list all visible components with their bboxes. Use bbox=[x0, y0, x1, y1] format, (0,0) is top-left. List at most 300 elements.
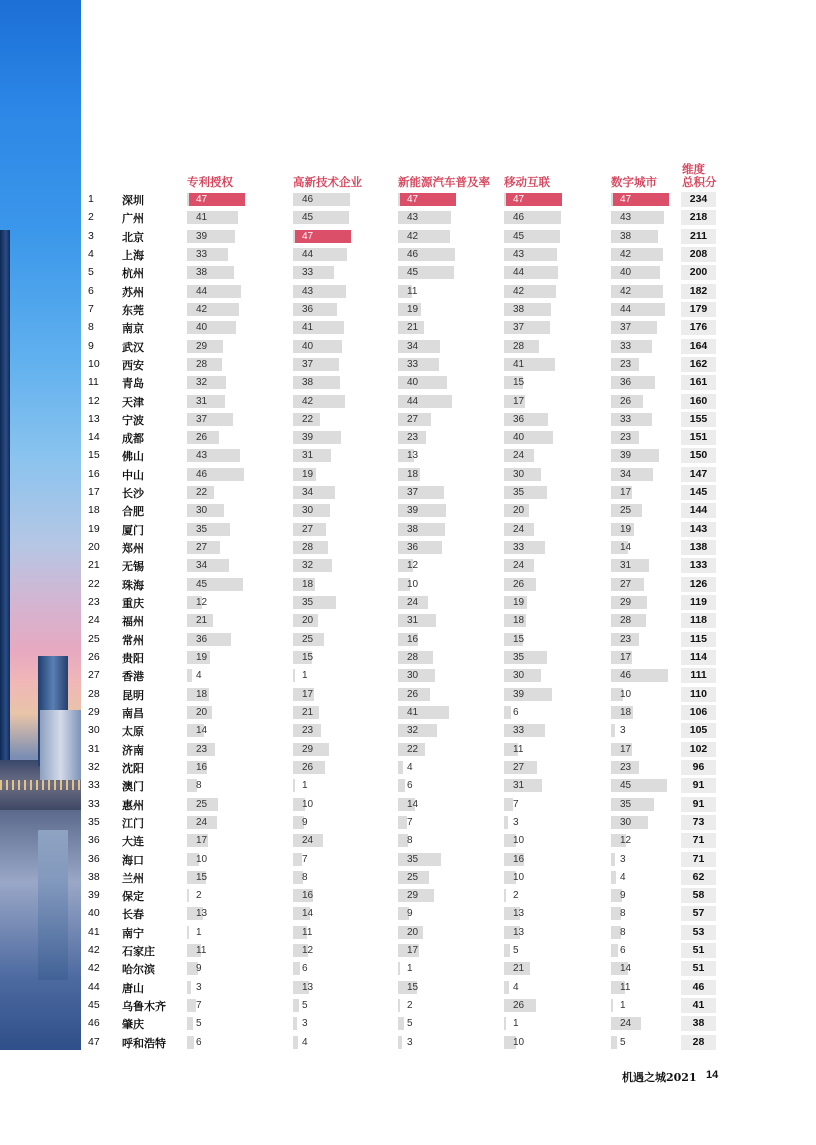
city-name: 武汉 bbox=[122, 340, 144, 354]
total-score: 62 bbox=[692, 870, 705, 883]
rank-number: 21 bbox=[88, 559, 100, 572]
score-cell-patent bbox=[187, 831, 251, 849]
score-cell-digital bbox=[611, 666, 675, 684]
total-score: 208 bbox=[689, 247, 708, 260]
score-value: 23 bbox=[407, 432, 419, 444]
bar-baseline bbox=[293, 999, 295, 1012]
rank-number: 26 bbox=[88, 651, 100, 663]
bar-baseline bbox=[611, 999, 613, 1012]
score-cell-hightech bbox=[293, 1033, 357, 1051]
table-row bbox=[0, 703, 816, 721]
score-value: 43 bbox=[620, 212, 632, 224]
score-bar bbox=[293, 266, 334, 279]
bar-baseline bbox=[187, 523, 189, 536]
score-value: 28 bbox=[407, 652, 419, 663]
bar-baseline bbox=[293, 889, 295, 902]
bar-baseline bbox=[293, 596, 295, 609]
bar-baseline bbox=[398, 688, 400, 701]
score-value: 35 bbox=[407, 853, 419, 865]
score-value: 1 bbox=[620, 1000, 626, 1012]
city-name: 海口 bbox=[122, 853, 144, 867]
score-cell-digital bbox=[611, 850, 675, 868]
score-value: 43 bbox=[513, 248, 525, 260]
score-value: 3 bbox=[407, 1036, 413, 1048]
score-cell-nev bbox=[398, 721, 462, 739]
score-value: 1 bbox=[302, 780, 308, 792]
score-value: 40 bbox=[407, 377, 419, 389]
score-bar bbox=[293, 358, 339, 371]
score-value: 45 bbox=[513, 230, 525, 242]
score-value: 17 bbox=[620, 487, 632, 499]
total-score: 115 bbox=[690, 632, 707, 645]
bar-baseline bbox=[611, 743, 613, 756]
score-value: 35 bbox=[196, 523, 208, 535]
city-name: 天津 bbox=[122, 395, 144, 409]
total-score: 71 bbox=[692, 852, 705, 865]
score-cell-mobile bbox=[504, 923, 568, 941]
bar-baseline bbox=[293, 431, 295, 444]
bar-baseline bbox=[187, 981, 189, 994]
score-cell-nev bbox=[398, 904, 462, 922]
bar-baseline bbox=[611, 834, 613, 847]
score-value: 23 bbox=[620, 358, 632, 370]
bar-baseline bbox=[398, 779, 400, 792]
bar-baseline bbox=[611, 230, 613, 243]
score-cell-mobile bbox=[504, 795, 568, 813]
score-value: 30 bbox=[513, 670, 525, 682]
score-cell-nev bbox=[398, 740, 462, 758]
score-cell-digital bbox=[611, 300, 675, 318]
table-row bbox=[0, 758, 816, 776]
score-value: 17 bbox=[620, 743, 632, 755]
score-cell-digital bbox=[611, 721, 675, 739]
rank-number: 9 bbox=[88, 339, 94, 352]
score-value: 40 bbox=[196, 322, 208, 334]
score-cell-patent bbox=[187, 850, 251, 868]
score-cell-hightech bbox=[293, 959, 357, 977]
score-value: 44 bbox=[302, 248, 314, 260]
city-name: 唐山 bbox=[122, 981, 144, 995]
bar-baseline bbox=[504, 523, 506, 536]
bar-baseline bbox=[611, 541, 613, 554]
score-value: 13 bbox=[407, 450, 419, 462]
total-score: 176 bbox=[689, 321, 708, 334]
score-value: 21 bbox=[407, 322, 419, 334]
bar-baseline bbox=[398, 358, 400, 371]
city-name: 苏州 bbox=[122, 285, 144, 299]
score-cell-patent bbox=[187, 520, 251, 538]
score-cell-digital bbox=[611, 190, 675, 208]
score-cell-hightech bbox=[293, 721, 357, 739]
total-score: 143 bbox=[689, 522, 708, 535]
score-value: 45 bbox=[620, 780, 632, 792]
bar-baseline bbox=[611, 578, 613, 591]
score-cell-hightech bbox=[293, 410, 357, 428]
score-cell-patent bbox=[187, 776, 251, 794]
score-cell-digital bbox=[611, 263, 675, 281]
score-cell-patent bbox=[187, 428, 251, 446]
bar-baseline bbox=[293, 761, 295, 774]
bar-baseline bbox=[293, 907, 295, 920]
score-cell-nev bbox=[398, 850, 462, 868]
score-cell-nev bbox=[398, 483, 462, 501]
score-value: 42 bbox=[513, 285, 525, 297]
score-value: 1 bbox=[513, 1018, 519, 1030]
score-value: 37 bbox=[513, 322, 525, 334]
bar-baseline bbox=[187, 193, 189, 206]
bar-baseline bbox=[504, 559, 506, 572]
rank-number: 28 bbox=[88, 687, 100, 700]
bar-baseline bbox=[293, 779, 295, 792]
score-cell-mobile bbox=[504, 611, 568, 629]
score-value: 46 bbox=[620, 670, 632, 682]
bar-baseline bbox=[293, 211, 295, 224]
score-value: 27 bbox=[302, 523, 314, 535]
score-cell-nev bbox=[398, 227, 462, 245]
score-bar bbox=[398, 853, 441, 866]
bar-baseline bbox=[293, 285, 295, 298]
score-bar bbox=[398, 358, 439, 371]
bar-baseline bbox=[611, 504, 613, 517]
bar-baseline bbox=[398, 230, 400, 243]
score-bar bbox=[293, 596, 336, 609]
score-value: 14 bbox=[302, 908, 314, 920]
bar-baseline bbox=[504, 633, 506, 646]
score-value: 29 bbox=[407, 890, 419, 902]
total-score: 150 bbox=[689, 449, 708, 462]
score-cell-digital bbox=[611, 446, 675, 464]
score-value: 3 bbox=[620, 853, 626, 865]
bar-baseline bbox=[293, 724, 295, 737]
score-cell-hightech bbox=[293, 446, 357, 464]
bar-baseline bbox=[398, 541, 400, 554]
score-value: 31 bbox=[513, 780, 525, 792]
score-bar bbox=[611, 468, 653, 481]
rank-number: 22 bbox=[88, 577, 100, 590]
score-value: 32 bbox=[196, 377, 208, 389]
bar-baseline bbox=[187, 633, 189, 646]
rank-number: 31 bbox=[88, 742, 100, 755]
score-value: 34 bbox=[196, 560, 208, 572]
score-value: 42 bbox=[620, 285, 632, 297]
bar-baseline bbox=[398, 981, 400, 994]
score-cell-mobile bbox=[504, 1014, 568, 1032]
total-score: 111 bbox=[690, 669, 707, 682]
rank-number: 36 bbox=[88, 834, 100, 847]
score-cell-patent bbox=[187, 666, 251, 684]
total-score: 155 bbox=[689, 412, 708, 425]
score-cell-nev bbox=[398, 465, 462, 483]
bar-baseline bbox=[398, 743, 400, 756]
bar-baseline bbox=[504, 724, 506, 737]
score-cell-mobile bbox=[504, 648, 568, 666]
bar-baseline bbox=[187, 853, 189, 866]
score-cell-patent bbox=[187, 904, 251, 922]
bar-baseline bbox=[187, 504, 189, 517]
score-value: 13 bbox=[513, 908, 525, 920]
table-row bbox=[0, 776, 816, 794]
score-cell-nev bbox=[398, 868, 462, 886]
score-cell-digital bbox=[611, 355, 675, 373]
score-value: 43 bbox=[196, 450, 208, 462]
bar-baseline bbox=[293, 193, 295, 206]
bar-baseline bbox=[187, 321, 189, 334]
total-score: 91 bbox=[692, 779, 705, 792]
rank-number: 39 bbox=[88, 889, 100, 902]
bar-baseline bbox=[293, 706, 295, 719]
score-bar bbox=[187, 248, 228, 261]
score-value: 47 bbox=[196, 194, 208, 205]
score-value: 34 bbox=[302, 487, 314, 499]
score-value: 7 bbox=[513, 798, 519, 810]
score-value: 45 bbox=[302, 212, 314, 224]
total-score: 38 bbox=[692, 1017, 705, 1030]
score-value: 9 bbox=[196, 963, 202, 975]
score-value: 18 bbox=[407, 468, 419, 480]
score-bar bbox=[504, 285, 556, 298]
bar-baseline bbox=[293, 395, 295, 408]
score-value: 9 bbox=[620, 890, 626, 902]
score-cell-nev bbox=[398, 776, 462, 794]
city-name: 乌鲁木齐 bbox=[122, 1000, 166, 1014]
score-cell-digital bbox=[611, 501, 675, 519]
score-bar bbox=[187, 230, 235, 243]
score-value: 12 bbox=[407, 560, 419, 572]
score-value: 17 bbox=[196, 835, 208, 847]
score-cell-mobile bbox=[504, 850, 568, 868]
score-bar bbox=[398, 523, 445, 536]
bar-baseline bbox=[187, 871, 189, 884]
score-cell-hightech bbox=[293, 648, 357, 666]
score-bar bbox=[398, 706, 449, 719]
score-value: 8 bbox=[407, 835, 413, 847]
score-cell-nev bbox=[398, 831, 462, 849]
score-value: 47 bbox=[620, 194, 632, 205]
rank-number: 45 bbox=[88, 999, 100, 1012]
score-bar bbox=[504, 688, 552, 701]
bar-baseline bbox=[187, 468, 189, 481]
score-value: 26 bbox=[196, 432, 208, 444]
score-bar bbox=[398, 486, 444, 499]
table-row bbox=[0, 538, 816, 556]
bar-baseline bbox=[611, 358, 613, 371]
score-bar bbox=[293, 340, 342, 353]
score-cell-hightech bbox=[293, 245, 357, 263]
city-name: 保定 bbox=[122, 890, 144, 904]
score-cell-patent bbox=[187, 630, 251, 648]
bar-baseline bbox=[611, 798, 613, 811]
score-cell-mobile bbox=[504, 428, 568, 446]
bar-baseline bbox=[293, 816, 295, 829]
bar-baseline bbox=[398, 193, 400, 206]
bar-baseline bbox=[611, 889, 613, 902]
score-value: 12 bbox=[196, 597, 208, 609]
bar-baseline bbox=[187, 651, 189, 664]
table-row bbox=[0, 996, 816, 1014]
bar-baseline bbox=[293, 559, 295, 572]
city-name: 南宁 bbox=[122, 926, 144, 940]
score-value: 18 bbox=[196, 688, 208, 700]
score-bar bbox=[504, 413, 548, 426]
score-cell-digital bbox=[611, 996, 675, 1014]
bar-baseline bbox=[398, 999, 400, 1012]
score-value: 42 bbox=[620, 248, 632, 260]
city-name: 昆明 bbox=[122, 688, 144, 702]
bar-baseline bbox=[611, 779, 613, 792]
score-cell-mobile bbox=[504, 831, 568, 849]
score-cell-hightech bbox=[293, 703, 357, 721]
score-cell-nev bbox=[398, 795, 462, 813]
score-cell-digital bbox=[611, 978, 675, 996]
score-value: 21 bbox=[302, 706, 314, 718]
bar-baseline bbox=[611, 248, 613, 261]
bar-baseline bbox=[187, 743, 189, 756]
city-name: 长春 bbox=[122, 908, 144, 922]
bar-baseline bbox=[611, 211, 613, 224]
bar-baseline bbox=[293, 614, 295, 627]
score-value: 20 bbox=[513, 505, 525, 517]
bar-baseline bbox=[504, 743, 506, 756]
score-cell-mobile bbox=[504, 740, 568, 758]
score-bar bbox=[504, 541, 545, 554]
bar-baseline bbox=[504, 962, 506, 975]
bar-baseline bbox=[398, 871, 400, 884]
bar-baseline bbox=[187, 211, 189, 224]
score-cell-digital bbox=[611, 941, 675, 959]
score-value: 24 bbox=[513, 450, 525, 462]
score-bar bbox=[504, 431, 553, 444]
score-value: 5 bbox=[302, 1000, 308, 1012]
bar-baseline bbox=[187, 926, 189, 939]
score-value: 32 bbox=[302, 560, 314, 572]
score-value: 33 bbox=[620, 413, 632, 425]
score-cell-mobile bbox=[504, 978, 568, 996]
score-bar bbox=[293, 486, 335, 499]
score-value: 37 bbox=[407, 487, 419, 499]
score-value: 26 bbox=[620, 395, 632, 407]
bar-baseline bbox=[187, 1017, 189, 1030]
score-value: 24 bbox=[620, 1018, 632, 1030]
table-row bbox=[0, 355, 816, 373]
bar-baseline bbox=[187, 834, 189, 847]
score-value: 6 bbox=[196, 1036, 202, 1048]
bar-baseline bbox=[187, 944, 189, 957]
score-bar bbox=[398, 376, 447, 389]
score-value: 7 bbox=[407, 816, 413, 828]
score-value: 3 bbox=[302, 1018, 308, 1030]
score-bar bbox=[187, 413, 233, 426]
score-value: 47 bbox=[407, 194, 419, 205]
bar-baseline bbox=[504, 669, 506, 682]
bar-baseline bbox=[187, 395, 189, 408]
score-value: 7 bbox=[196, 1000, 202, 1012]
bar-baseline bbox=[187, 724, 189, 737]
bar-baseline bbox=[187, 779, 189, 792]
total-score: 182 bbox=[689, 284, 708, 297]
bar-baseline bbox=[504, 285, 506, 298]
bar-baseline bbox=[398, 340, 400, 353]
score-cell-nev bbox=[398, 520, 462, 538]
score-bar bbox=[611, 266, 660, 279]
score-value: 13 bbox=[196, 908, 208, 920]
rank-number: 25 bbox=[88, 632, 100, 645]
score-cell-patent bbox=[187, 795, 251, 813]
score-value: 4 bbox=[302, 1036, 308, 1048]
score-cell-hightech bbox=[293, 593, 357, 611]
bar-baseline bbox=[504, 413, 506, 426]
score-value: 24 bbox=[407, 597, 419, 609]
table-row bbox=[0, 630, 816, 648]
score-value: 1 bbox=[302, 670, 308, 682]
city-name: 常州 bbox=[122, 633, 144, 647]
bar-baseline bbox=[293, 798, 295, 811]
total-score: 46 bbox=[692, 980, 705, 993]
score-cell-digital bbox=[611, 373, 675, 391]
score-cell-patent bbox=[187, 190, 251, 208]
score-cell-patent bbox=[187, 373, 251, 391]
bar-baseline bbox=[187, 761, 189, 774]
bar-baseline bbox=[187, 999, 189, 1012]
score-cell-digital bbox=[611, 465, 675, 483]
score-cell-hightech bbox=[293, 813, 357, 831]
score-value: 29 bbox=[302, 743, 314, 755]
score-value: 24 bbox=[302, 835, 314, 847]
score-cell-mobile bbox=[504, 465, 568, 483]
score-value: 3 bbox=[513, 816, 519, 828]
bar-baseline bbox=[611, 449, 613, 462]
rank-number: 18 bbox=[88, 504, 100, 517]
score-cell-patent bbox=[187, 575, 251, 593]
score-value: 10 bbox=[302, 798, 314, 810]
score-value: 11 bbox=[620, 981, 631, 993]
score-value: 29 bbox=[620, 597, 632, 609]
score-value: 37 bbox=[620, 322, 632, 334]
bar-baseline bbox=[187, 798, 189, 811]
city-name: 石家庄 bbox=[122, 945, 155, 959]
score-value: 16 bbox=[407, 633, 419, 645]
score-cell-digital bbox=[611, 648, 675, 666]
score-value: 33 bbox=[513, 725, 525, 737]
score-value: 39 bbox=[302, 432, 314, 444]
bar-baseline bbox=[398, 248, 400, 261]
bar-baseline bbox=[611, 1036, 613, 1049]
rank-number: 10 bbox=[88, 357, 100, 370]
score-cell-hightech bbox=[293, 190, 357, 208]
score-cell-hightech bbox=[293, 630, 357, 648]
score-value: 37 bbox=[302, 358, 314, 370]
bar-baseline bbox=[293, 486, 295, 499]
city-name: 广州 bbox=[122, 212, 144, 226]
score-cell-hightech bbox=[293, 740, 357, 758]
score-bar bbox=[611, 321, 657, 334]
score-cell-hightech bbox=[293, 1014, 357, 1032]
bar-baseline bbox=[187, 669, 189, 682]
city-name: 合肥 bbox=[122, 505, 144, 519]
score-value: 3 bbox=[196, 981, 202, 993]
city-name: 西安 bbox=[122, 358, 144, 372]
score-value: 15 bbox=[302, 652, 314, 663]
score-value: 36 bbox=[620, 377, 632, 389]
total-score: 218 bbox=[689, 211, 708, 224]
score-cell-digital bbox=[611, 1033, 675, 1051]
city-name: 呼和浩特 bbox=[122, 1036, 166, 1050]
score-bar bbox=[398, 541, 442, 554]
score-bar bbox=[187, 321, 236, 334]
score-value: 8 bbox=[302, 871, 308, 883]
bar-baseline bbox=[504, 395, 506, 408]
rank-number: 1 bbox=[88, 193, 94, 205]
score-value: 26 bbox=[513, 1000, 525, 1012]
